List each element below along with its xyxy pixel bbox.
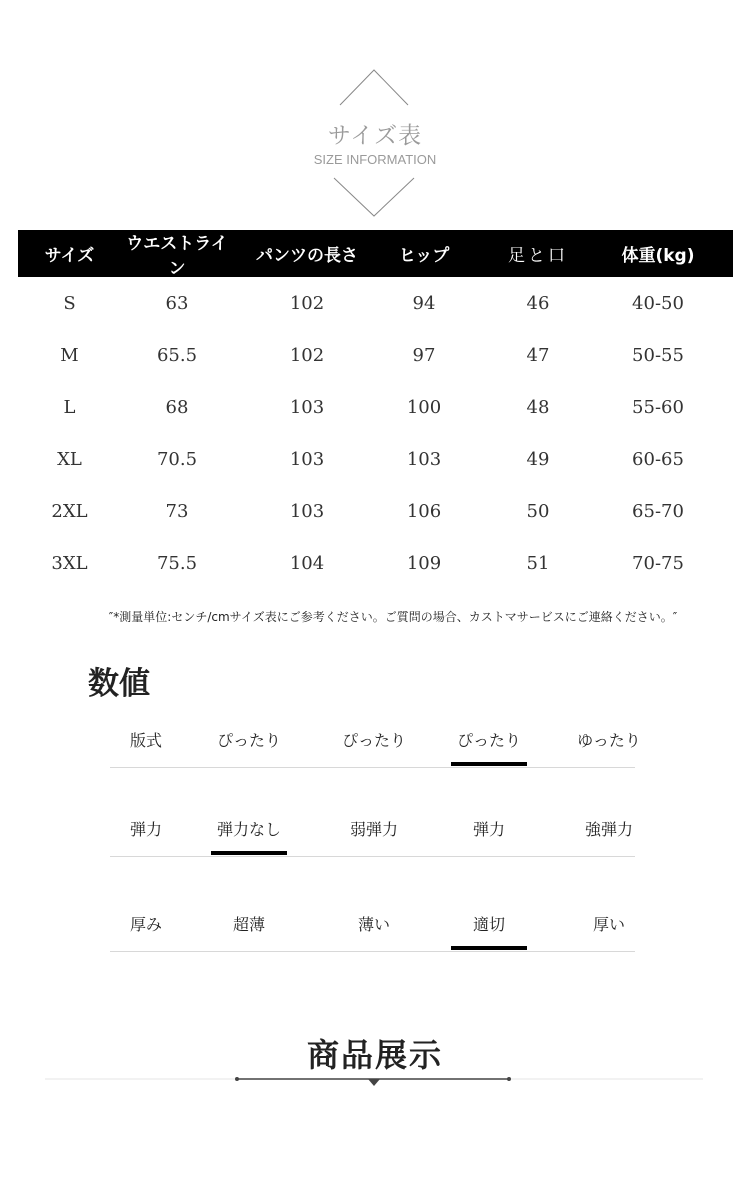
cell-length: 103 (289, 448, 325, 470)
header-waist: ウエストライン (126, 233, 228, 279)
cell-hip: 103 (406, 448, 442, 470)
size-info-header (0, 60, 750, 225)
attribute-row (110, 728, 641, 768)
cell-waist: 68 (165, 396, 189, 418)
table-row (18, 329, 733, 381)
attribute-option: 厚い (592, 915, 625, 934)
table-row (18, 485, 733, 537)
attribute-label: 厚み (129, 915, 162, 934)
cell-hip: 97 (412, 344, 436, 366)
table-body (18, 277, 733, 589)
cell-waist: 65.5 (156, 344, 198, 366)
measurement-note: ″*測量単位:センチ/cmサイズ表にご参考ください。ご質問の場合、カストマサービスにご連絡ください。″ (108, 610, 678, 624)
section-divider-icon (0, 1070, 750, 1090)
cell-size: L (63, 396, 76, 418)
attribute-option: ゆったり (577, 731, 641, 750)
size-chart-subtitle: SIZE INFORMATION (313, 152, 437, 167)
cell-waist: 63 (165, 292, 189, 314)
attribute-label: 版式 (129, 731, 162, 750)
attribute-option: 適切 (451, 912, 527, 935)
cell-leg-opening: 48 (526, 396, 550, 418)
attribute-label: 弾力 (129, 820, 162, 839)
cell-hip: 109 (406, 552, 442, 574)
cell-size: 2XL (51, 500, 88, 522)
header-hip: ヒップ (398, 246, 450, 266)
cell-weight: 40-50 (632, 292, 684, 314)
table-header (18, 230, 733, 277)
cell-leg-opening: 47 (526, 344, 550, 366)
attribute-option: 強弾力 (584, 820, 633, 839)
header-length: パンツの長さ (256, 246, 358, 266)
table-row (18, 277, 733, 329)
cell-hip: 94 (412, 292, 436, 314)
values-title: 数値 (88, 666, 150, 702)
cell-weight: 55-60 (632, 396, 684, 418)
attribute-option: ぴったり (451, 728, 527, 751)
attribute-row (110, 817, 635, 857)
table-row (18, 381, 733, 433)
product-display-title: 商品展示 (306, 1036, 443, 1074)
attribute-option: 薄い (357, 915, 390, 934)
cell-length: 102 (289, 292, 325, 314)
attribute-option: ぴったり (216, 731, 281, 750)
cell-leg-opening: 46 (526, 292, 550, 314)
attribute-option: 弾力 (472, 820, 505, 839)
cell-length: 104 (289, 552, 325, 574)
row-divider (110, 856, 635, 857)
row-divider (110, 951, 635, 952)
cell-waist: 70.5 (156, 448, 198, 470)
size-table (18, 230, 733, 589)
cell-weight: 60-65 (632, 448, 684, 470)
table-row (18, 433, 733, 485)
cell-size: M (60, 344, 79, 366)
cell-size: S (63, 292, 76, 314)
table-row (18, 537, 733, 589)
cell-leg-opening: 49 (526, 448, 550, 470)
attribute-option: 弱弾力 (349, 820, 398, 839)
cell-leg-opening: 50 (526, 500, 550, 522)
header-weight: 体重(kg) (621, 246, 695, 266)
cell-hip: 106 (406, 500, 442, 522)
header-size: サイズ (44, 246, 95, 266)
cell-weight: 65-70 (632, 500, 684, 522)
attribute-option: 弾力なし (211, 817, 287, 840)
attribute-option: ぴったり (341, 731, 406, 750)
cell-length: 103 (289, 500, 325, 522)
cell-size: 3XL (51, 552, 88, 574)
header-leg-opening: 足と口 (508, 246, 568, 266)
cell-waist: 75.5 (156, 552, 198, 574)
row-divider (110, 767, 635, 768)
cell-weight: 50-55 (632, 344, 684, 366)
cell-size: XL (57, 448, 82, 470)
cell-length: 102 (289, 344, 325, 366)
attribute-row (110, 912, 635, 952)
size-chart-title: サイズ表 (327, 123, 423, 149)
cell-hip: 100 (406, 396, 442, 418)
cell-weight: 70-75 (632, 552, 684, 574)
attribute-option: 超薄 (232, 915, 265, 934)
cell-length: 103 (289, 396, 325, 418)
cell-leg-opening: 51 (526, 552, 550, 574)
cell-waist: 73 (165, 500, 189, 522)
